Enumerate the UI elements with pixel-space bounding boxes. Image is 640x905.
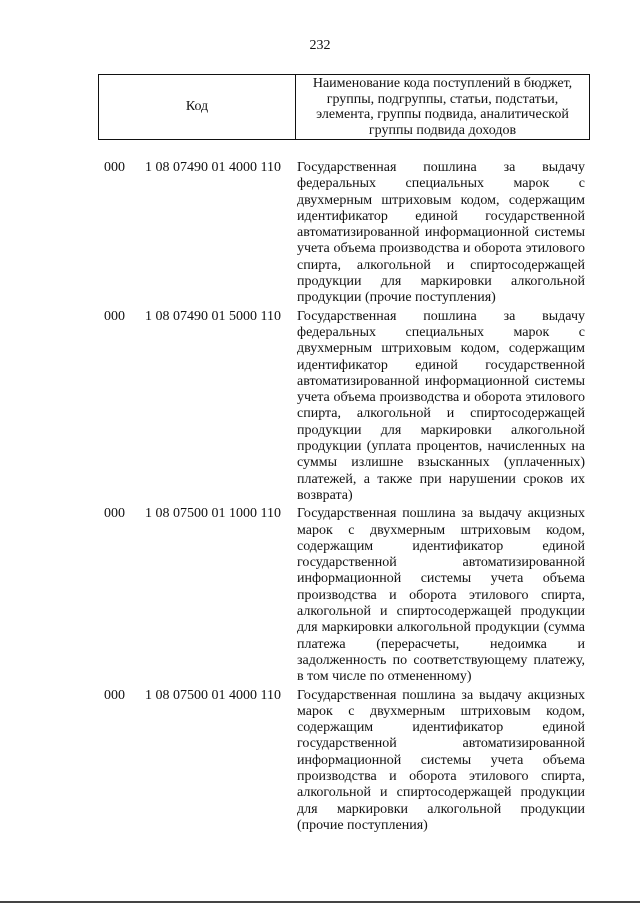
table-body — [0, 160, 640, 834]
revenue-description: Государственная пошлина за выдачу федеральных специальных марок с двухмерным штриховым кодом, содержащим идентификатор единой государственной автоматизированной информационной системы учета объема производства и оборота этилового спирта, алкогольной и спиртосодержащей продукции для маркировки алкогольной продукции (уплата процентов, начисленных на суммы излишне взысканных (уплаченных) платежей, а также при нарушении сроков их возврата) — [297, 308, 585, 503]
table-row — [0, 309, 640, 505]
page-number: 232 — [309, 38, 331, 53]
admin-code: 000 — [104, 687, 125, 703]
revenue-description: Государственная пошлина за выдачу акцизных марок с двухмерным штриховым кодом, содержащим идентификатор единой государственной автоматизированной информационной системы учета объема производства и оборота этилового спирта, алкогольной и спиртосодержащей продукции для маркировки алкогольной продукции (прочие поступления) — [297, 687, 585, 833]
revenue-description: Государственная пошлина за выдачу акцизных марок с двухмерным штриховым кодом, содержащим идентификатор единой государственной автоматизированной информационной системы учета объема производства и оборота этилового спирта, алкогольной и спиртосодержащей продукции для маркировки алкогольной продукции (сумма платежа (перерасчеты, недоимка и задолженность по соответствующему платежу, в том числе по отмененному) — [297, 506, 585, 685]
table-row — [0, 688, 640, 835]
header-name-cell: Наименование кода поступлений в бюджет, группы, подгруппы, статьи, подстатьи, элемента, группы подвида, аналитической группы подвида доходов — [312, 76, 573, 138]
revenue-code: 1 08 07490 01 5000 110 — [145, 308, 281, 324]
table-header — [98, 74, 590, 140]
table-row — [0, 160, 640, 307]
header-code-cell: Код — [99, 75, 296, 139]
page-bottom-edge — [0, 901, 640, 903]
admin-code: 000 — [104, 308, 125, 324]
revenue-description: Государственная пошлина за выдачу федеральных специальных марок с двухмерным штриховым кодом, содержащим идентификатор единой государственной автоматизированной информационной системы учета объема производства и оборота этилового спирта, алкогольной и спиртосодержащей продукции для маркировки алкогольной продукции (прочие поступления) — [297, 160, 585, 306]
revenue-code: 1 08 07500 01 4000 110 — [145, 687, 281, 703]
admin-code: 000 — [104, 506, 125, 522]
revenue-code: 1 08 07490 01 4000 110 — [145, 160, 281, 175]
table-row — [0, 506, 640, 685]
admin-code: 000 — [104, 160, 125, 175]
revenue-code: 1 08 07500 01 1000 110 — [145, 506, 281, 522]
